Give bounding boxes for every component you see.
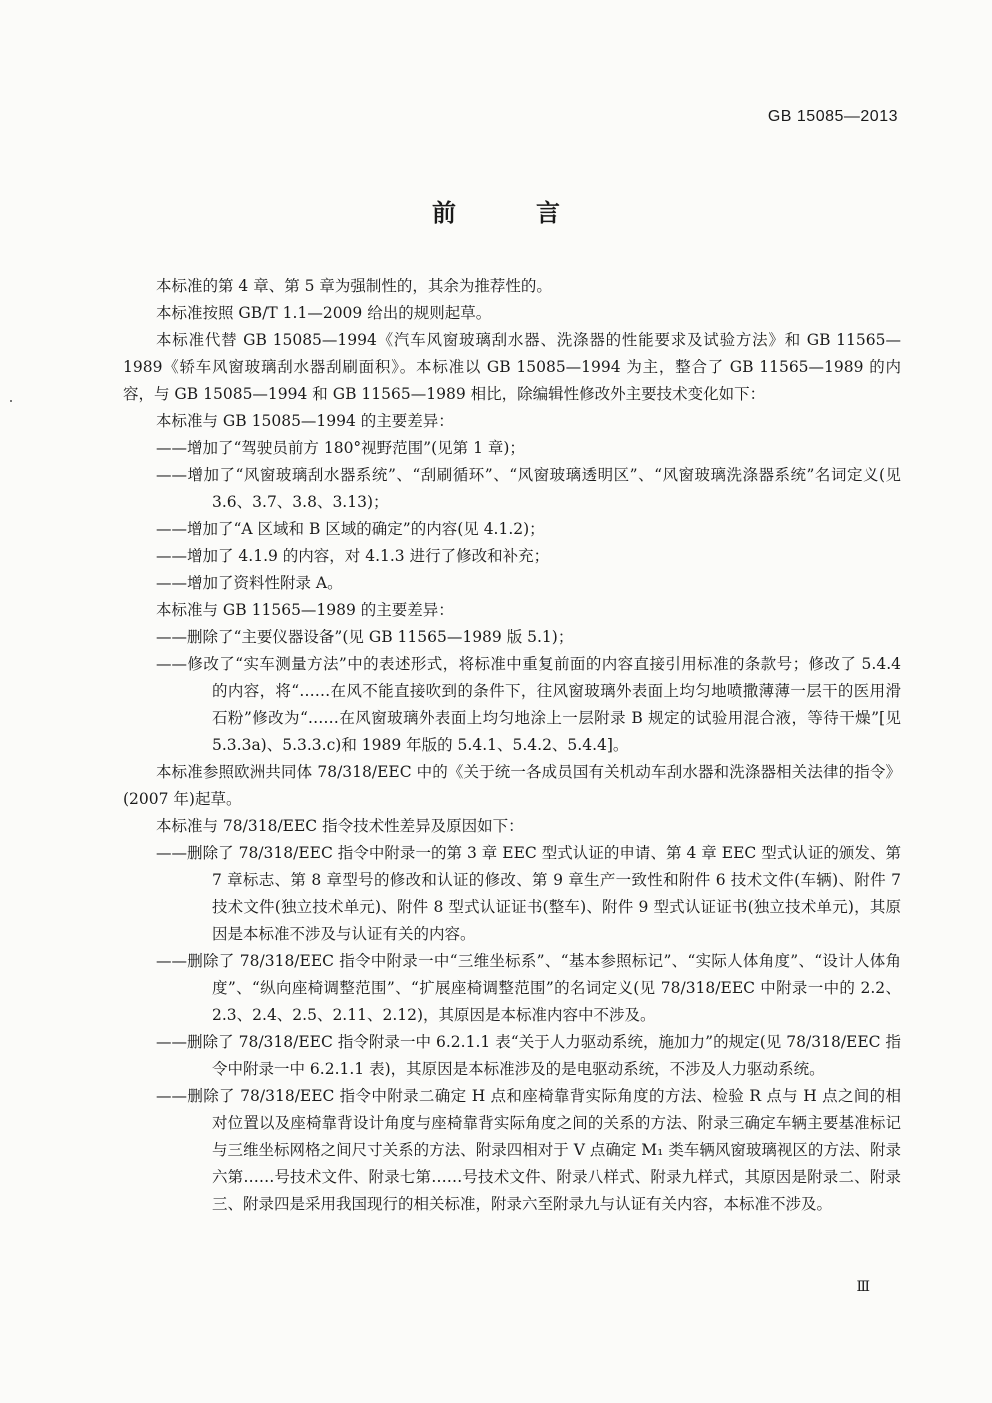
body-text (123, 273, 901, 1218)
dash-list-item: ——增加了“A 区域和 B 区域的确定”的内容(见 4.1.2)； (156, 520, 545, 538)
page-number: Ⅲ (856, 1279, 870, 1295)
dash-list-item: ——删除了 78/318/EEC 指令中附录一中“三维坐标系”、“基本参照标记”、“实际人体角度”、“设计人体角度”、“纵向座椅调整范围”、“扩展座椅调整范围”的名词定义(见 78/318/EEC 中附录一中的 2.2、2.3、2.4、2.5、2.11、2.12)，其原因是本标准内容中不涉及。 (156, 952, 901, 1024)
page-title: 前 言 (432, 199, 588, 227)
dash-list-item: ——增加了 4.1.9 的内容，对 4.1.3 进行了修改和补充； (156, 547, 550, 565)
paragraph: 本标准的第 4 章、第 5 章为强制性的，其余为推荐性的。 (156, 277, 552, 295)
dash-list-item: ——删除了 78/318/EEC 指令附录一中 6.2.1.1 表“关于人力驱动系统，施加力”的规定(见 78/318/EEC 指令中附录一中 6.2.1.1 表)，其原因是本标准涉及的是电驱动系统，不涉及人力驱动系统。 (156, 1033, 901, 1078)
dash-list-item: ——增加了资料性附录 A。 (156, 574, 343, 592)
dash-list-item: ——修改了“实车测量方法”中的表述形式，将标准中重复前面的内容直接引用标准的条款号；修改了 5.4.4 的内容，将“……在风不能直接吹到的条件下，往风窗玻璃外表面上均匀地喷撒薄薄一层干的医用滑石粉”修改为“……在风窗玻璃外表面上均匀地涂上一层附录 B 规定的试验用混合液，等待干燥”[见 5.3.3a)、5.3.3.c)和 1989 年版的 5.4.1、5.4.2、5.4.4]。 (156, 655, 901, 754)
paragraph: 本标准参照欧洲共同体 78/318/EEC 中的《关于统一各成员国有关机动车刮水器和洗涤器相关法律的指令》(2007 年)起草。 (123, 763, 901, 808)
paragraph: 本标准与 GB 15085—1994 的主要差异： (156, 412, 454, 430)
scan-margin-mark (10, 400, 12, 402)
paragraph: 本标准与 GB 11565—1989 的主要差异： (156, 601, 454, 619)
dash-list-item: ——删除了 78/318/EEC 指令中附录二确定 H 点和座椅靠背实际角度的方法、检验 R 点与 H 点之间的相对位置以及座椅靠背设计角度与座椅靠背实际角度之间的关系的方法、附录三确定车辆主要基准标记与三维坐标网格之间尺寸关系的方法、附录四相对于 V 点确定 M₁ 类车辆风窗玻璃视区的方法、附录六第……号技术文件、附录七第……号技术文件、附录八样式、附录九样式，其原因是附录二、附录三、附录四是采用我国现行的相关标准，附录六至附录九与认证有关内容，本标准不涉及。 (156, 1087, 901, 1213)
dash-list-item: ——增加了“风窗玻璃刮水器系统”、“刮刷循环”、“风窗玻璃透明区”、“风窗玻璃洗涤器系统”名词定义(见 3.6、3.7、3.8、3.13)； (156, 466, 901, 511)
dash-list-item: ——删除了“主要仪器设备”(见 GB 11565—1989 版 5.1)； (156, 628, 574, 646)
dash-list-item: ——增加了“驾驶员前方 180°视野范围”(见第 1 章)； (156, 439, 525, 457)
paragraph: 本标准代替 GB 15085—1994《汽车风窗玻璃刮水器、洗涤器的性能要求及试验方法》和 GB 11565—1989《轿车风窗玻璃刮水器刮刷面积》。本标准以 GB 15085—1994 为主，整合了 GB 11565—1989 的内容，与 GB 15085—1994 和 GB 11565—1989 相比，除编辑性修改外主要技术变化如下： (123, 331, 901, 403)
dash-list-item: ——删除了 78/318/EEC 指令中附录一的第 3 章 EEC 型式认证的申请、第 4 章 EEC 型式认证的颁发、第 7 章标志、第 8 章型号的修改和认证的修改、第 9 章生产一致性和附件 6 技术文件(车辆)、附件 7 技术文件(独立技术单元)、附件 8 型式认证证书(整车)、附件 9 型式认证证书(独立技术单元)，其原因是本标准不涉及与认证有关的内容。 (156, 844, 901, 943)
paragraph: 本标准与 78/318/EEC 指令技术性差异及原因如下： (156, 817, 524, 835)
paragraph: 本标准按照 GB/T 1.1—2009 给出的规则起草。 (156, 304, 492, 322)
standard-code: GB 15085—2013 (767, 108, 898, 125)
